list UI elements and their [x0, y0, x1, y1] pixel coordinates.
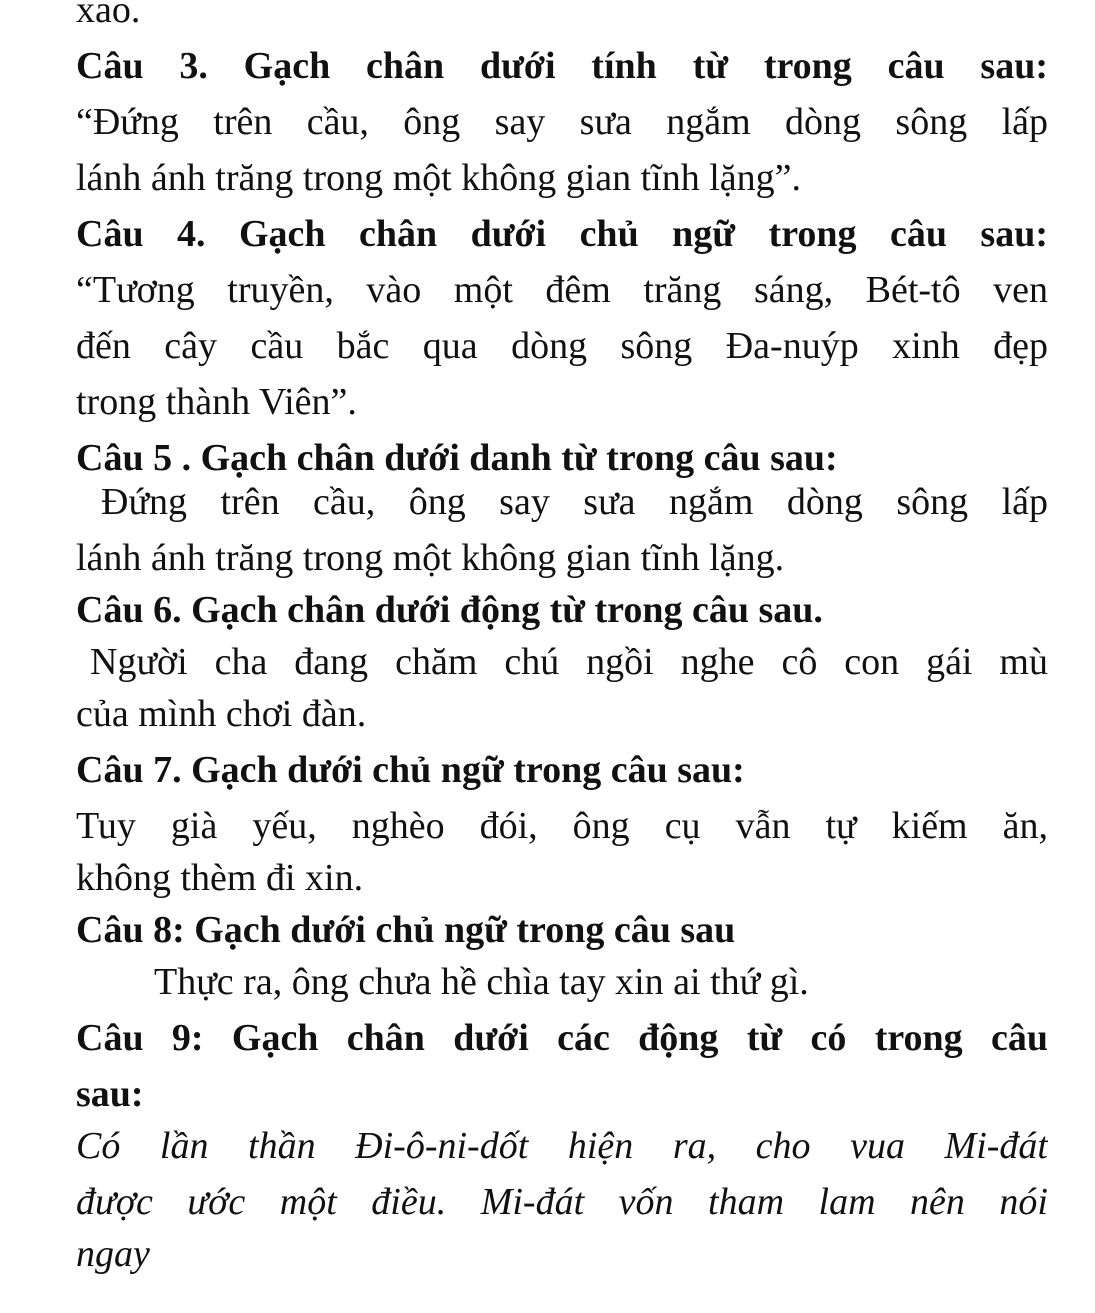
question-6-sentence-line-2: của mình chơi đàn.	[76, 693, 367, 735]
question-3-sentence-line-2: lánh ánh trăng trong một không gian tĩnh lặng”.	[76, 157, 802, 199]
question-8-heading: Câu 8: Gạch dưới chủ ngữ trong câu sau	[76, 909, 736, 951]
question-5-heading: Câu 5 . Gạch chân dưới danh từ trong câu sau:	[76, 437, 838, 479]
question-4-sentence-line-2: đến cây cầu bắc qua dòng sông Đa-nuýp xinh đẹp	[76, 325, 1048, 367]
question-4-sentence-line-3: trong thành Viên”.	[76, 381, 357, 423]
question-6-sentence-line-1: Người cha đang chăm chú ngồi nghe cô con gái mù	[90, 641, 1048, 683]
question-5-sentence-line-2: lánh ánh trăng trong một không gian tĩnh lặng.	[76, 537, 785, 579]
question-9-sentence-line-1: Có lần thần Đi-ô-ni-dốt hiện ra, cho vua Mi-đát	[76, 1125, 1048, 1167]
question-7-sentence-line-1: Tuy già yếu, nghèo đói, ông cụ vẫn tự kiếm ăn,	[76, 805, 1048, 847]
text-line-fragment: xao.	[76, 0, 141, 31]
question-7-heading: Câu 7. Gạch dưới chủ ngữ trong câu sau:	[76, 749, 745, 791]
question-6-heading: Câu 6. Gạch chân dưới động từ trong câu sau.	[76, 589, 823, 631]
question-3-heading: Câu 3. Gạch chân dưới tính từ trong câu sau:	[76, 45, 1048, 87]
question-9-heading: Câu 9: Gạch chân dưới các động từ có trong câu	[76, 1017, 1048, 1059]
question-5-sentence-line-1: Đứng trên cầu, ông say sưa ngắm dòng sông lấp	[101, 481, 1048, 523]
question-9-sentence-line-2: được ước một điều. Mi-đát vốn tham lam nên nói	[76, 1181, 1048, 1223]
question-3-sentence-line-1: “Đứng trên cầu, ông say sưa ngắm dòng sông lấp	[76, 101, 1048, 143]
question-4-sentence-line-1: “Tương truyền, vào một đêm trăng sáng, Bét-tô ven	[76, 269, 1048, 311]
question-7-sentence-line-2: không thèm đi xin.	[76, 857, 364, 899]
question-9-sentence-line-3: ngay	[76, 1233, 150, 1275]
question-8-sentence: Thực ra, ông chưa hề chìa tay xin ai thứ gì.	[154, 961, 809, 1003]
question-9-heading-continued: sau:	[76, 1073, 144, 1115]
question-4-heading: Câu 4. Gạch chân dưới chủ ngữ trong câu sau:	[76, 213, 1048, 255]
